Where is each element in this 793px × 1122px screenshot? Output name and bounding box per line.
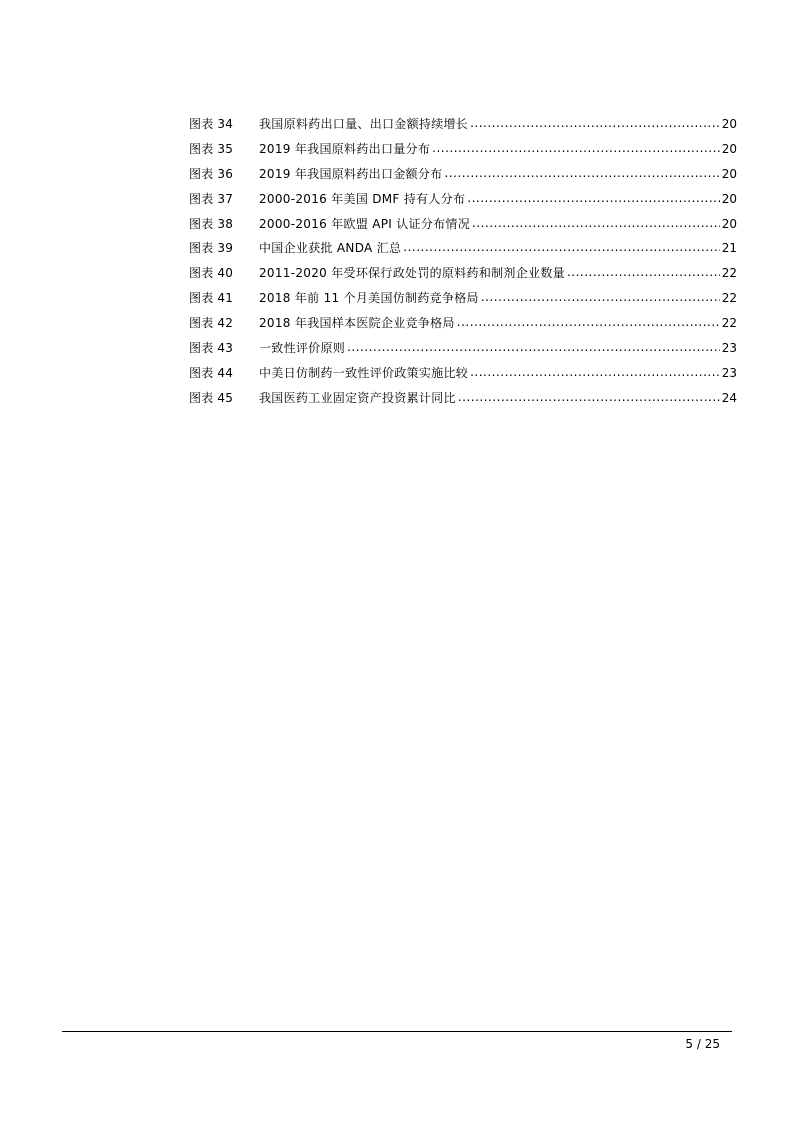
figure-title[interactable]: 2019 年我国原料药出口金额分布: [259, 166, 443, 181]
figure-list: [189, 114, 737, 413]
page-ref[interactable]: 23: [721, 341, 737, 356]
toc-entry[interactable]: [189, 189, 737, 214]
figure-label: 图表 40: [189, 266, 234, 281]
figure-title[interactable]: 2018 年我国样本医院企业竞争格局: [259, 316, 455, 331]
page-ref[interactable]: 20: [721, 191, 737, 206]
page-ref[interactable]: 24: [721, 390, 737, 405]
toc-entry[interactable]: [189, 388, 737, 413]
figure-title[interactable]: 2018 年前 11 个月美国仿制药竞争格局: [259, 291, 479, 306]
figure-label: 图表 34: [189, 117, 234, 131]
page-number: 5 / 25: [685, 1037, 720, 1051]
toc-entry[interactable]: [189, 313, 737, 338]
dot-leader: [470, 113, 720, 133]
toc-entry[interactable]: [189, 338, 737, 363]
figure-title[interactable]: 中美日仿制药一致性评价政策实施比较: [259, 365, 469, 380]
figure-label: 图表 42: [189, 316, 234, 331]
page-ref[interactable]: 23: [721, 365, 737, 380]
page-ref[interactable]: 22: [721, 316, 737, 331]
dot-leader: [481, 287, 720, 307]
figure-label: 图表 45: [189, 390, 234, 405]
dot-leader: [567, 262, 720, 282]
page-ref[interactable]: 20: [721, 117, 737, 131]
toc-entry[interactable]: [189, 363, 737, 388]
figure-title[interactable]: 我国医药工业固定资产投资累计同比: [259, 390, 456, 405]
dot-leader: [432, 138, 720, 158]
figure-title[interactable]: 2000-2016 年欧盟 API 认证分布情况: [259, 216, 471, 231]
toc-entry[interactable]: [189, 164, 737, 189]
dot-leader: [457, 312, 720, 332]
toc-entry[interactable]: [189, 114, 737, 139]
toc-entry[interactable]: [189, 288, 737, 313]
dot-leader: [470, 362, 720, 382]
figure-label: 图表 39: [189, 241, 234, 256]
toc-entry[interactable]: [189, 263, 737, 288]
page-ref[interactable]: 22: [721, 266, 737, 281]
dot-leader: [467, 188, 719, 208]
figure-title[interactable]: 2019 年我国原料药出口量分布: [259, 141, 431, 156]
figure-label: 图表 43: [189, 341, 234, 356]
toc-entry[interactable]: [189, 139, 737, 164]
toc-entry[interactable]: [189, 214, 737, 239]
figure-title[interactable]: 中国企业获批 ANDA 汇总: [259, 241, 402, 256]
page-ref[interactable]: 22: [721, 291, 737, 306]
dot-leader: [458, 387, 720, 407]
figure-title[interactable]: 一致性评价原则: [259, 341, 346, 356]
dot-leader: [444, 163, 719, 183]
figure-label: 图表 41: [189, 291, 234, 306]
page-ref[interactable]: 21: [721, 241, 737, 256]
page-ref[interactable]: 20: [721, 141, 737, 156]
footer-divider: [62, 1031, 732, 1032]
dot-leader: [472, 213, 720, 233]
figure-label: 图表 44: [189, 365, 234, 380]
figure-title[interactable]: 我国原料药出口量、出口金额持续增长: [259, 117, 469, 131]
figure-label: 图表 37: [189, 191, 234, 206]
figure-label: 图表 36: [189, 166, 234, 181]
figure-title[interactable]: 2000-2016 年美国 DMF 持有人分布: [259, 191, 466, 206]
dot-leader: [403, 237, 719, 257]
figure-label: 图表 38: [189, 216, 234, 231]
dot-leader: [347, 337, 720, 357]
page-ref[interactable]: 20: [721, 216, 737, 231]
figure-title[interactable]: 2011-2020 年受环保行政处罚的原料药和制剂企业数量: [259, 266, 565, 281]
figure-label: 图表 35: [189, 141, 234, 156]
page-ref[interactable]: 20: [721, 166, 737, 181]
toc-entry[interactable]: [189, 238, 737, 263]
